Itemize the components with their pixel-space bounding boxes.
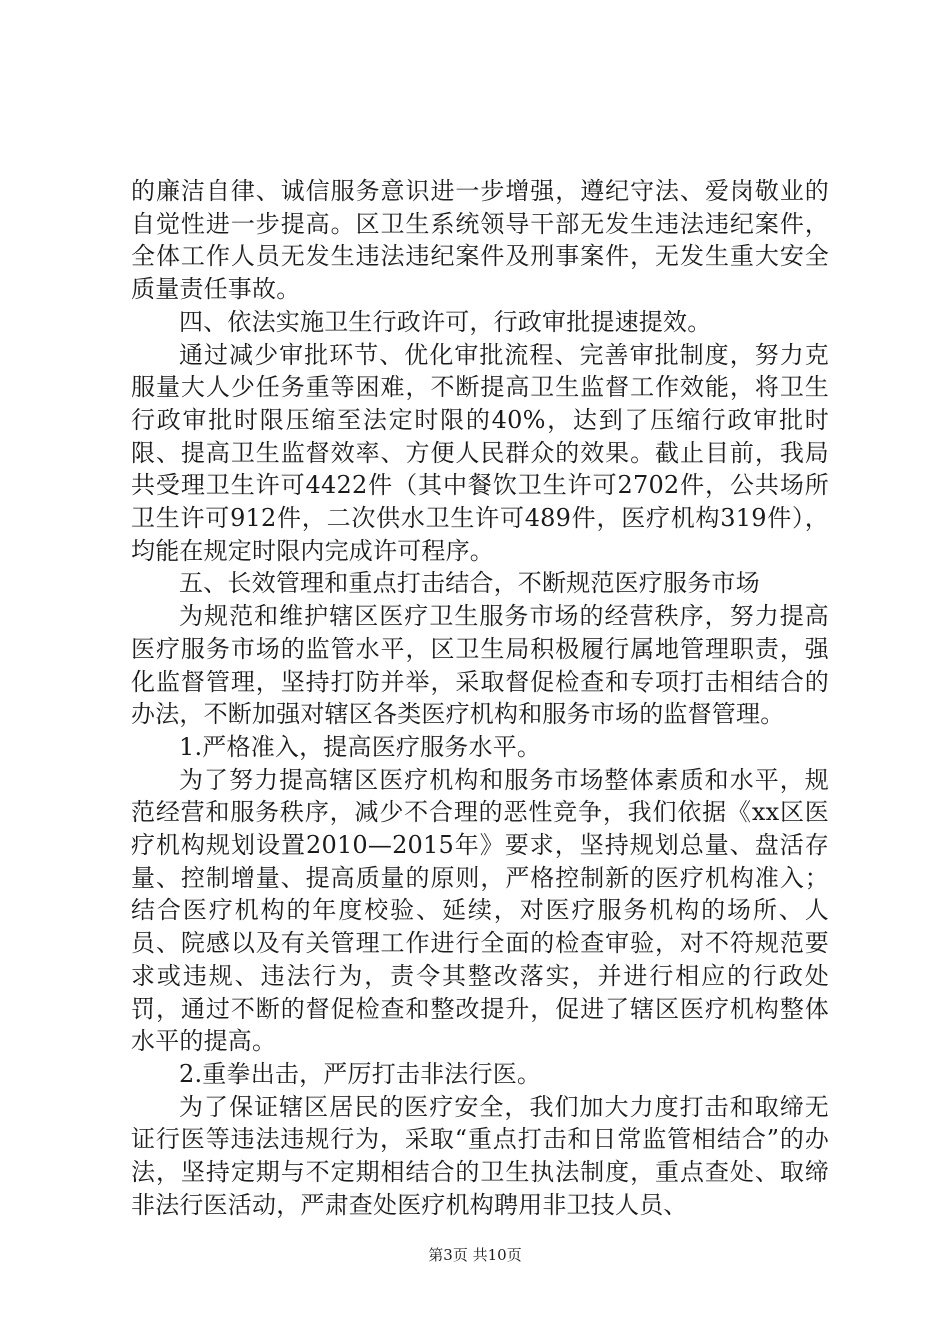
- paragraph-5: 为规范和维护辖区医疗卫生服务市场的经营秩序，努力提高医疗服务市场的监管水平，区卫生局积极履行属地管理职责，强化监督管理，坚持打防并举，采取督促检查和专项打击相结合的办法，不断加强对辖区各类医疗机构和服务市场的监督管理。: [131, 602, 829, 729]
- paragraph-3: 通过减少审批环节、优化审批流程、完善审批制度，努力克服量大人少任务重等困难，不断提高卫生监督工作效能，将卫生行政审批时限压缩至法定时限的40%，达到了压缩行政审批时限、提高卫生监督效率、方便人民群众的效果。截止目前，我局共受理卫生许可4422件（其中餐饮卫生许可2702件，公共场所卫生许可912件，二次供水卫生许可489件，医疗机构319件），均能在规定时限内完成许可程序。: [131, 340, 829, 565]
- paragraph-7: 为了努力提高辖区医疗机构和服务市场整体素质和水平，规范经营和服务秩序，减少不合理的恶性竞争，我们依据《xx区医疗机构规划设置2010—2015年》要求，坚持规划总量、盘活存量、控制增量、提高质量的原则，严格控制新的医疗机构准入；结合医疗机构的年度校验、延续，对医疗服务机构的场所、人员、院感以及有关管理工作进行全面的检查审验，对不符规范要求或违规、违法行为，责令其整改落实，并进行相应的行政处罚，通过不断的督促检查和整改提升，促进了辖区医疗机构整体水平的提高。: [131, 765, 829, 1056]
- heading-section-4: 四、依法实施卫生行政许可，行政审批提速提效。: [179, 307, 712, 336]
- page-number-footer: 第3页 共10页: [428, 1246, 522, 1264]
- paragraph-1: 的廉洁自律、诚信服务意识进一步增强，遵纪守法、爱岗敬业的自觉性进一步提高。区卫生系统领导干部无发生违法违纪案件，全体工作人员无发生违法违纪案件及刑事案件，无发生重大安全质量责任事故。: [131, 177, 829, 304]
- subheading-2: 2.重拳出击，严厉打击非法行医。: [179, 1059, 542, 1088]
- paragraph-9: 为了保证辖区居民的医疗安全，我们加大力度打击和取缔无证行医等违法违规行为，采取“重点打击和日常监管相结合”的办法，坚持定期与不定期相结合的卫生执法制度，重点查处、取缔非法行医活动，严肃查处医疗机构聘用非卫技人员、: [131, 1092, 829, 1219]
- document-body: [131, 175, 829, 1222]
- subheading-1: 1.严格准入，提高医疗服务水平。: [179, 732, 542, 761]
- heading-section-5: 五、长效管理和重点打击结合，不断规范医疗服务市场: [179, 569, 760, 598]
